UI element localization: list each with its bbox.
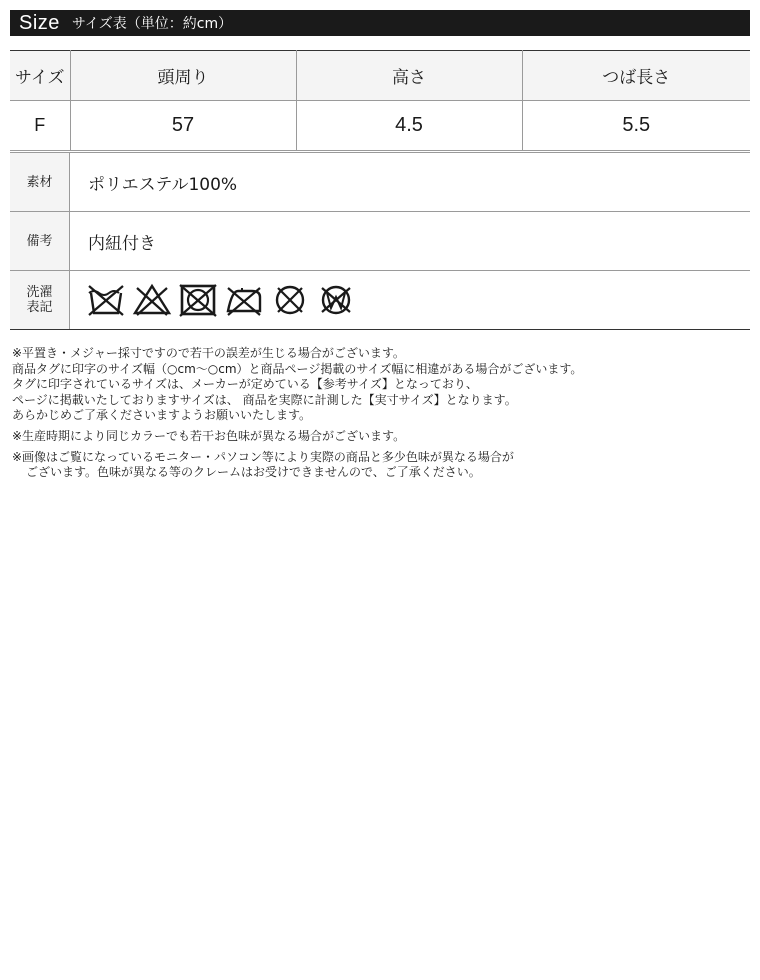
size-value: F [10, 101, 70, 152]
header-brim-length: つば長さ [522, 51, 750, 101]
no-tumble-dry-icon [178, 283, 218, 317]
care-label [10, 271, 70, 330]
note-line: 商品タグに印字のサイズ幅（○cm〜○cm）と商品ページ掲載のサイズ幅に相違がある場合がございます。 [12, 361, 583, 376]
note-line: ※平置き・メジャー採寸ですので若干の誤差が生じる場合がございます。 [12, 346, 405, 360]
size-table-header-row [10, 51, 750, 101]
no-wet-clean-icon [316, 283, 356, 317]
header-head-circumference: 頭周り [70, 51, 296, 101]
note-line: ※生産時期により同じカラーでも若干お色味が異なる場合がございます。 [12, 428, 406, 443]
product-info-table [10, 153, 750, 330]
remarks-label: 備考 [10, 212, 70, 271]
size-header-bar [10, 10, 750, 36]
material-label: 素材 [10, 153, 70, 212]
head-circumference-value: 57 [70, 101, 296, 152]
note-line: ございます。色味が異なる等のクレームはお受けできませんので、ご了承ください。 [26, 465, 481, 480]
care-icons [86, 283, 750, 317]
care-row [10, 271, 750, 330]
size-table-row [10, 101, 750, 152]
note-line: あらかじめご了承くださいますようお願いいたします。 [12, 408, 312, 423]
note-line: ページに掲載いたしておりますサイズは、 商品を実際に計測した【実寸サイズ】となります。 [12, 392, 517, 407]
note-line: ※画像はご覧になっているモニター・パソコン等により実際の商品と多少色味が異なる場合が [12, 449, 514, 464]
header-height: 高さ [296, 51, 522, 101]
note-line: タグに印字されているサイズは、メーカーが定めている【参考サイズ】となっており、 [12, 377, 478, 392]
size-table [10, 50, 750, 153]
no-dry-clean-icon [270, 283, 310, 317]
size-heading: Size [19, 11, 60, 34]
care-label-line1: 洗濯 [26, 285, 53, 300]
remarks-value: 内紐付き [70, 212, 751, 271]
notes-section [12, 346, 752, 481]
size-column-label: サイズ [10, 51, 70, 101]
height-value: 4.5 [296, 101, 522, 152]
material-value: ポリエステル100% [70, 153, 751, 212]
material-row [10, 153, 750, 212]
brim-length-value: 5.5 [522, 101, 750, 152]
no-hand-wash-icon [86, 283, 126, 317]
remarks-row [10, 212, 750, 271]
no-bleach-icon [132, 283, 172, 317]
care-label-line2: 表記 [26, 300, 53, 315]
size-unit-subtitle: サイズ表（単位：約cm） [71, 16, 233, 32]
no-iron-icon [224, 283, 264, 317]
